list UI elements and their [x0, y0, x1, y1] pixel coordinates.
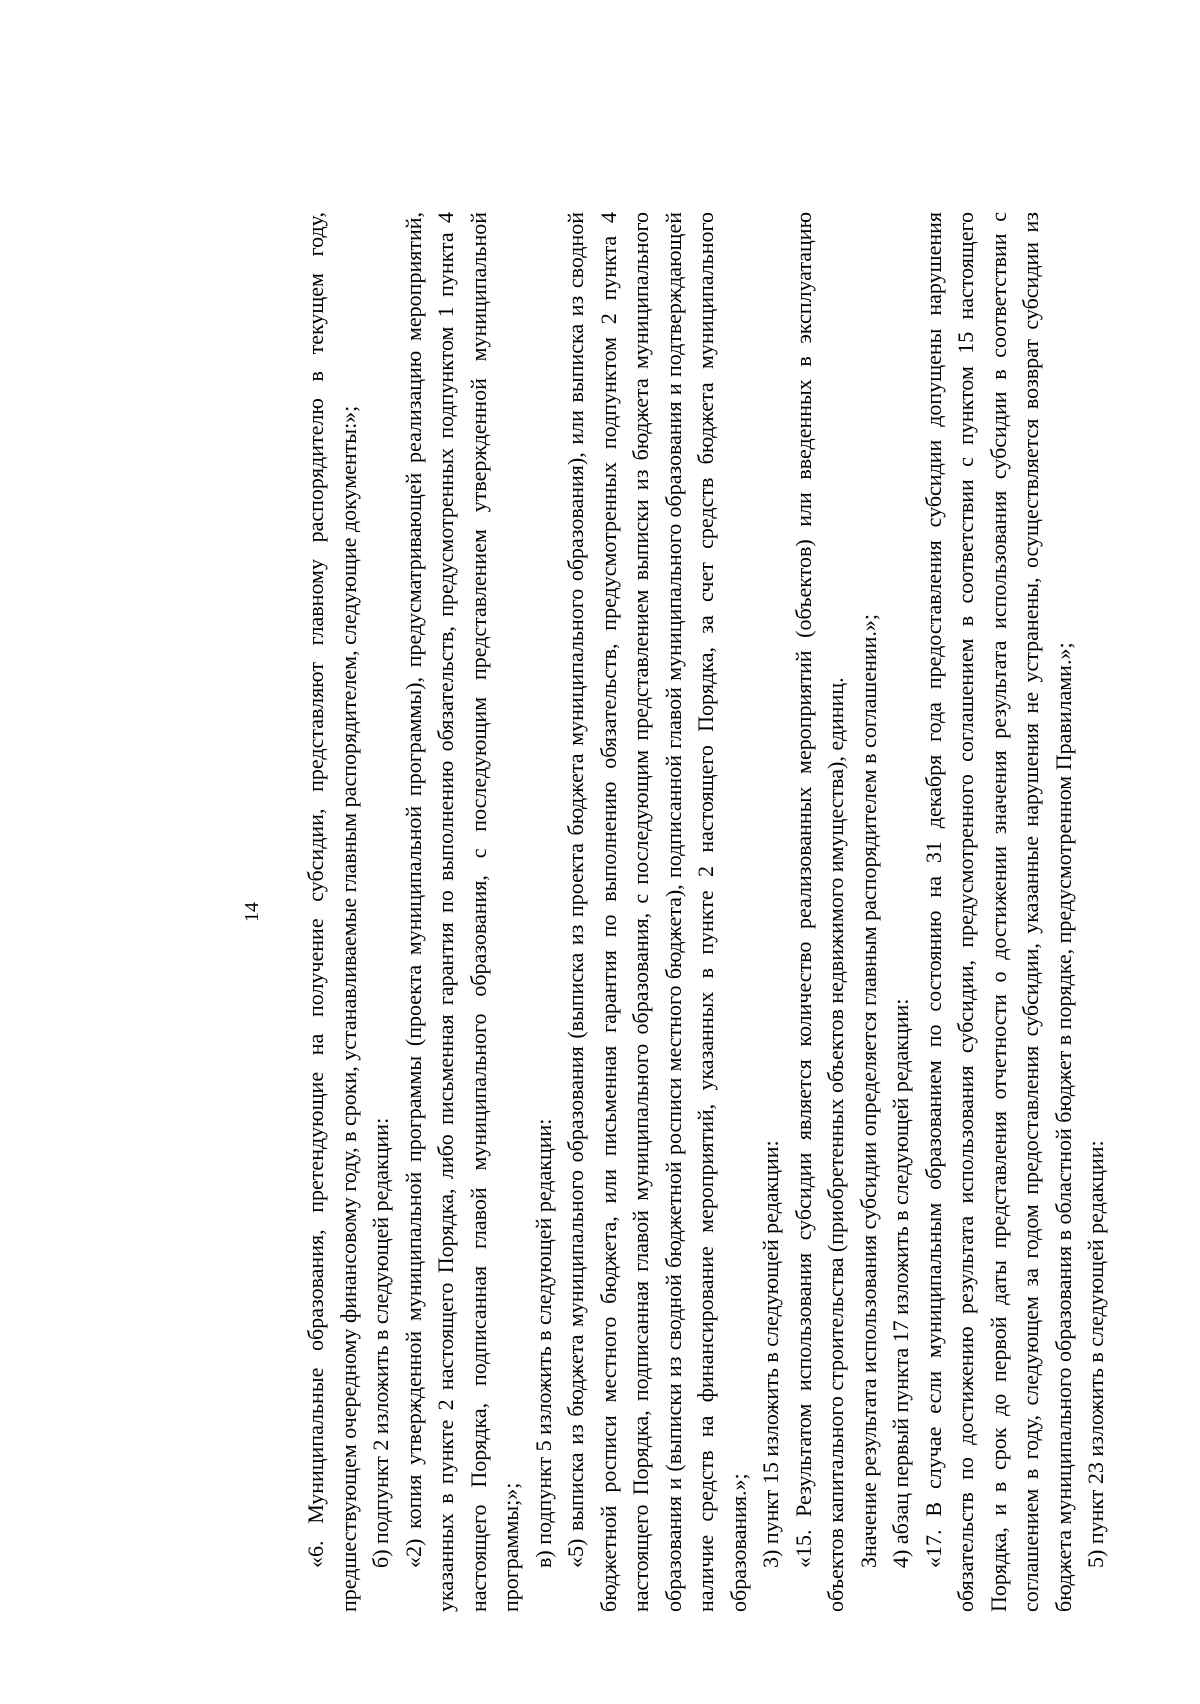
paragraph: «15. Результатом использования субсидии является количество реализованных мероприятий (объектов) или введенных в эксплуатацию объектов капитального строительства (приобретенных объектов недвижимого имущества), единиц.	[790, 212, 848, 1612]
page-number: 14	[241, 902, 263, 922]
paragraph: в) подпункт 5 изложить в следующей редакции:	[530, 1118, 556, 1568]
paragraph: 4) абзац первый пункта 17 изложить в следующей редакции:	[888, 998, 913, 1568]
paragraph: 3) пункт 15 изложить в следующей редакции:	[758, 1140, 783, 1568]
document-body	[300, 212, 1113, 1612]
paragraph: «5) выписка из бюджета муниципального образования (выписка из проекта бюджета муниципального образования), или выписка из сводной бюджетной росписи местного бюджета, или письменная гарантия по выполнению обязательств, предусмотренных подпунктом 2 пункта 4 настоящего Порядка, подписанная главой муниципального образования, с последующим представлением выписки из бюджета муниципального образования и (выписки из сводной бюджетной росписи местного бюджета), подписанной главой муниципального образования и подтверждающей наличие средств на финансирование мероприятий, указанных в пункте 2 настоящего Порядка, за счет средств бюджета муниципального образования.»;	[563, 212, 751, 1612]
paragraph: Значение результата использования субсидии определяется главным распорядителем в соглашении.»;	[855, 613, 881, 1568]
paragraph: 5) пункт 23 изложить в следующей редакции:	[1083, 1140, 1108, 1568]
paragraph: «6. Муниципальные образования, претендующие на получение субсидии, представляют главному распорядителю в текущем году, предшествующем очередному финансовому году, в сроки, устанавливаемые главным распорядителем, следующие документы:»;	[303, 212, 361, 1612]
paragraph: «2) копия утвержденной муниципальной программы (проекта муниципальной программы), предусматривающей реализацию мероприятий, указанных в пункте 2 настоящего Порядка, либо письменная гарантия по выполнению обязательств, предусмотренных подпунктом 1 пункта 4 настоящего Порядка, подписанная главой муниципального образования, с последующим представлением утвержденной муниципальной программы;»;	[400, 212, 523, 1612]
rotated-content	[240, 172, 1180, 1652]
paragraph: б) подпункт 2 изложить в следующей редакции:	[368, 1117, 393, 1568]
paragraph: «17. В случае если муниципальным образованием по состоянию на 31 декабря года предоставления субсидии допущены нарушения обязательств по достижению результата использования субсидии, предусмотренного соглашением в соответствии с пунктом 15 настоящего Порядка, и в срок до первой даты представления отчетности о достижении значения результата использования субсидии в соответствии с соглашением в году, следующем за годом предоставления субсидии, указанные нарушения не устранены, осуществляется возврат субсидии из бюджета муниципального образования в областной бюджет в порядке, предусмотренном Правилами.»;	[920, 212, 1076, 1612]
